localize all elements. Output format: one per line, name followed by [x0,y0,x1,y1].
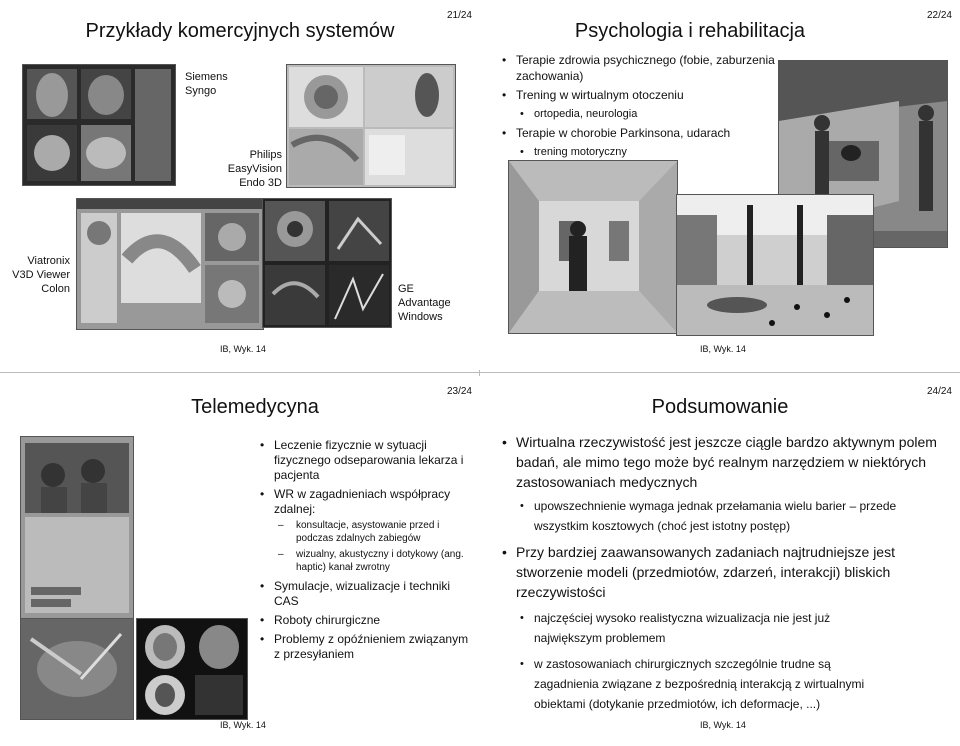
bullet-subitem: • w zastosowaniach chirurgicznych szczególnie trudne są zagadnienia związane z bezpośrednią interakcją z wirtualnymi obiektami (dotykanie przedmiotów, ich deformacje, ...) [500,654,952,714]
footer: IB, Wyk. 14 [220,344,266,354]
viatronix-label: Viatronix V3D Viewer Colon [12,255,70,295]
bullet-subitem: • ortopedia, neurologia [500,106,790,122]
bullet-item: • Trening w wirtualnym otoczeniu [500,87,790,103]
bullet-item: • Symulacje, wizualizacje i techniki CAS [258,579,470,609]
bullet-subitem: • trening motoryczny [500,144,790,160]
page-number: 23/24 [446,386,472,397]
telemedicine-screen-photo [20,436,134,620]
siemens-screenshot [22,64,176,186]
bullet-item: • Roboty chirurgiczne [258,613,470,628]
page-number: 21/24 [446,10,472,21]
surgery-photo [20,618,134,720]
bullet-list [500,432,952,714]
slide-title: Podsumowanie [651,396,789,418]
slide-title: Telemedycyna [191,396,319,418]
footer: IB, Wyk. 14 [700,720,746,730]
bullet-list [258,438,470,662]
bullet-subitem: – wizualny, akustyczny i dotykowy (ang. haptic) kanał zwrotny [258,548,470,574]
siemens-label: Siemens Syngo [185,71,228,97]
philips-screenshot [286,64,456,188]
bullet-item: • Przy bardziej zaawansowanych zadaniach najtrudniejsze jest stworzenie modeli (przedmiotów, zdarzeń, interakcji) bliskich rzeczywistości [500,542,952,602]
bullet-subitem: • najczęściej wysoko realistyczna wizualizacja nie jest już największym problemem [500,608,952,648]
viatronix-screenshot [76,198,264,330]
airplane-cabin-photo [508,160,678,334]
page-number: 22/24 [926,10,952,21]
bullet-item: • Problemy z opóźnieniem związanym z przesyłaniem [258,632,470,662]
slide-23 [0,376,480,746]
slide-22 [480,0,960,370]
bullet-item: • Wirtualna rzeczywistość jest jeszcze ciągle bardzo aktywnym polem badań, ale mimo tego może być realnym narzędziem w niektórych zastosowaniach medycznych [500,432,952,492]
slide-24 [480,376,960,746]
ge-label: GE Advantage Windows [398,283,451,323]
philips-label: Philips EasyVision Endo 3D [227,149,282,189]
bullet-list [500,52,790,160]
ge-screenshot [262,198,392,328]
horizontal-divider [0,372,960,373]
footer: IB, Wyk. 14 [220,720,266,730]
page-number: 24/24 [926,386,952,397]
slide-21 [0,0,480,370]
footer: IB, Wyk. 14 [700,344,746,354]
bullet-item: • Terapie zdrowia psychicznego (fobie, zaburzenia zachowania) [500,52,790,84]
bullet-item: • Terapie w chorobie Parkinsona, udarach [500,125,790,141]
slide-title: Przykłady komercyjnych systemów [85,20,395,42]
bullet-item: • Leczenie fizycznie w sytuacji fizycznego odseparowania lekarza i pacjenta [258,438,470,483]
bullet-item: • WR w zagadnieniach współpracy zdalnej: [258,487,470,517]
bullet-subitem: • upowszechnienie wymaga jednak przełamania wielu barier – przede wszystkim kosztowych (choć jest istotny postęp) [500,496,952,536]
bullet-subitem: – konsultacje, asystowanie przed i podczas zdalnych zabiegów [258,519,470,545]
brain-scan-images [136,618,248,720]
virtual-street-render [676,194,874,336]
slide-title: Psychologia i rehabilitacja [574,20,806,42]
